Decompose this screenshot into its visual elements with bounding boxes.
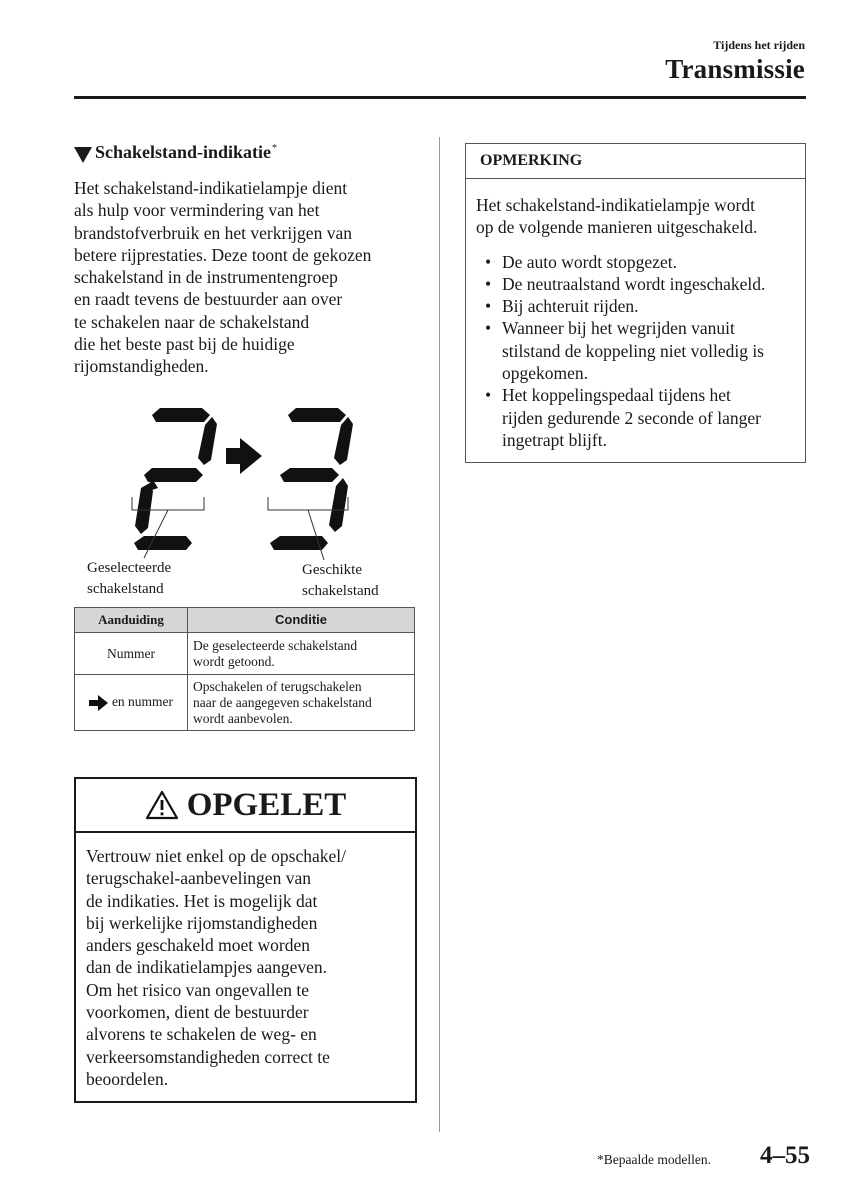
table-header-row xyxy=(75,608,415,633)
note-list xyxy=(476,251,800,452)
note-title: OPMERKING xyxy=(466,144,805,179)
shift-arrow-icon xyxy=(89,695,109,711)
text-line: verkeersomstandigheden correct te xyxy=(86,1046,330,1067)
text-line: de indikaties. Het is mogelijk dat xyxy=(86,890,318,911)
digit-2-display xyxy=(134,408,217,550)
page-number: 4–55 xyxy=(760,1142,810,1169)
condition-cell: De geselecteerde schakelstand wordt getoond. xyxy=(188,633,415,675)
running-header-title: Transmissie xyxy=(665,54,805,84)
table-row xyxy=(75,675,415,731)
list-item: • Bij achteruit rijden. xyxy=(485,296,639,317)
text-line: op de volgende manieren uitgeschakeld. xyxy=(476,217,758,238)
text-line: Het schakelstand-indikatielampje dient xyxy=(74,178,348,198)
header-rule xyxy=(74,96,806,99)
gear-indicator-figure xyxy=(74,398,419,603)
text-line: bij werkelijke rijomstandigheden xyxy=(86,912,318,933)
bullet-icon: • xyxy=(485,251,492,272)
note-intro xyxy=(476,194,800,239)
label-selected-gear: Geselecteerde schakelstand xyxy=(87,560,172,597)
asterisk-mark: * xyxy=(272,143,278,154)
column-header: Aanduiding xyxy=(75,608,188,633)
list-item: • Wanneer bij het wegrijden vanuit stilstand de koppeling niet volledig is opgekomen. xyxy=(485,318,764,384)
text-line: terugschakel-aanbevelingen van xyxy=(86,868,311,889)
section-heading-text: Schakelstand-indikatie* xyxy=(95,142,278,162)
running-header-section: Tijdens het rijden xyxy=(713,38,805,52)
warning-triangle-icon xyxy=(145,790,179,820)
indication-table xyxy=(74,607,415,731)
text-line: Vertrouw niet enkel op de opschakel/ xyxy=(86,846,346,866)
list-item: • Het koppelingspedaal tijdens het rijden gedurende 2 seconde of langer ingetrapt blijft. xyxy=(485,385,761,450)
note-box xyxy=(465,143,806,463)
text-line: en raadt tevens de bestuurder aan over xyxy=(74,289,343,310)
label-suitable-gear: Geschikte schakelstand xyxy=(302,562,379,599)
bullet-icon: • xyxy=(485,318,492,339)
bullet-icon: • xyxy=(485,273,492,294)
caution-text xyxy=(86,845,406,1090)
text-line: Om het risico van ongevallen te xyxy=(86,979,310,1000)
column-divider xyxy=(439,137,440,1132)
caution-header xyxy=(76,779,415,833)
caution-title: OPGELET xyxy=(186,786,347,823)
text-line: als hulp voor vermindering van het xyxy=(74,200,320,221)
text-line: die het beste past bij de huidige xyxy=(74,334,295,355)
table-row xyxy=(75,633,415,675)
text-line: dan de indikatielampjes aangeven. xyxy=(86,957,328,978)
text-line: anders geschakeld moet worden xyxy=(86,935,311,956)
caution-box xyxy=(74,777,417,1103)
text-line: betere rijprestaties. Deze toont de gekozen xyxy=(74,244,372,265)
text-line: voorkomen, dient de bestuurder xyxy=(86,1002,309,1023)
column-header: Conditie xyxy=(188,608,415,633)
bullet-icon: • xyxy=(485,296,492,317)
text-line: rijomstandigheden. xyxy=(74,356,209,377)
section-heading xyxy=(74,142,277,163)
condition-cell: Opschakelen of terugschakelen naar de aangegeven schakelstand wordt aanbevolen. xyxy=(188,675,415,731)
indication-cell: en nummer xyxy=(75,675,188,731)
list-item: • De neutraalstand wordt ingeschakeld. xyxy=(485,273,766,294)
footnote: *Bepaalde modellen. xyxy=(597,1152,711,1167)
digit-3-display xyxy=(270,408,353,550)
bullet-icon: • xyxy=(485,385,492,406)
text-line: alvorens te schakelen de weg- en xyxy=(86,1024,317,1045)
text-line: Het schakelstand-indikatielampje wordt xyxy=(476,195,755,215)
text-line: brandstofverbruik en het verkrijgen van xyxy=(74,222,352,243)
leader-line-right xyxy=(308,510,324,560)
list-item: • De auto wordt stopgezet. xyxy=(485,251,677,272)
shift-arrow-glyph xyxy=(226,438,262,474)
note-body xyxy=(476,194,800,451)
text-line: te schakelen naar de schakelstand xyxy=(74,311,310,332)
intro-paragraph xyxy=(74,177,434,378)
text-line: schakelstand in de instrumentengroep xyxy=(74,267,338,288)
indication-cell: Nummer xyxy=(75,633,188,675)
text-line: beoordelen. xyxy=(86,1068,169,1089)
triangle-bullet-icon xyxy=(74,147,92,163)
